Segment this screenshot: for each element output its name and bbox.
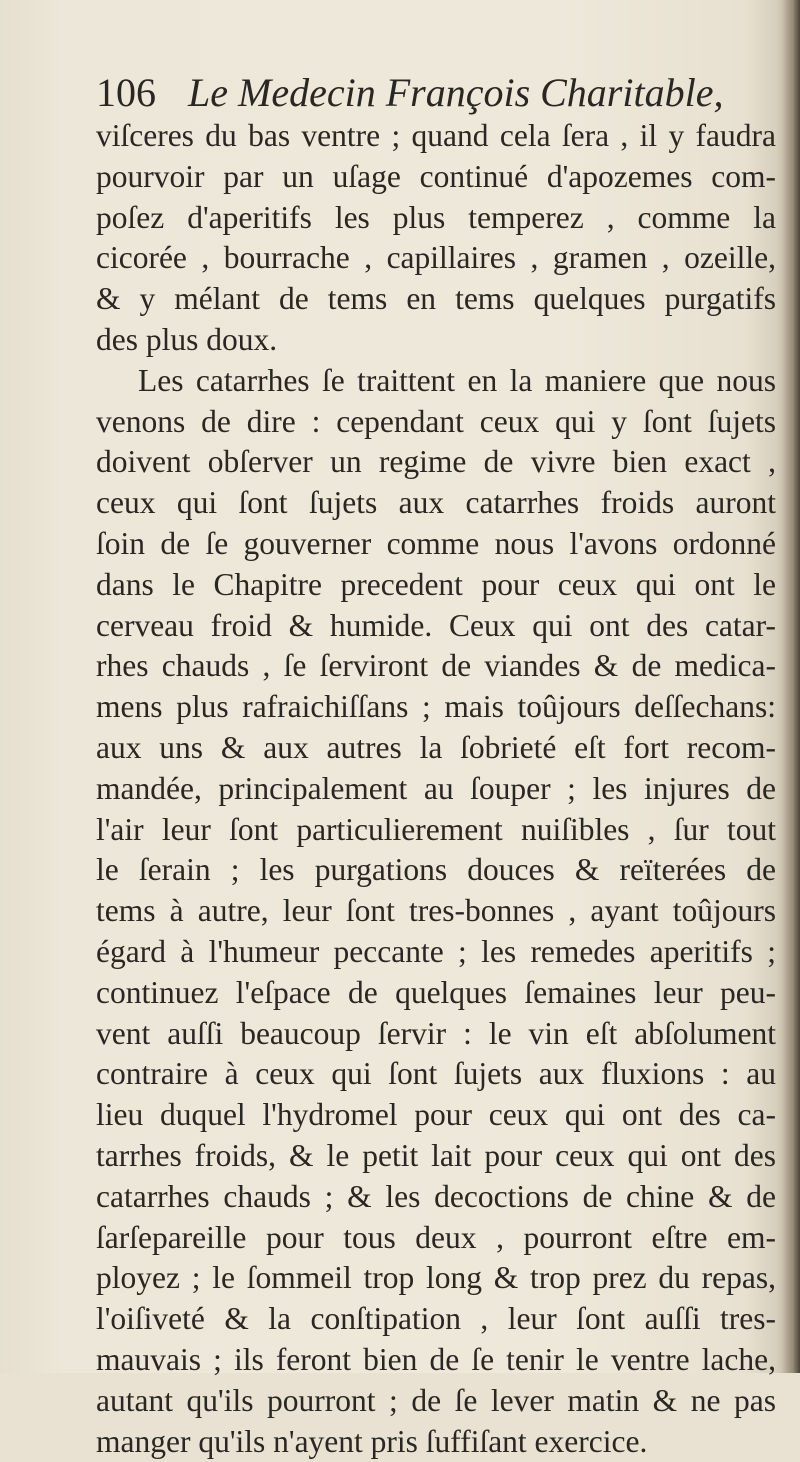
page-gutter-shadow [782,0,800,1373]
text-line: poſez d'aperitifs les plus temperez , comme la [96,198,776,239]
text-line: contraire à ceux qui ſont ſujets aux fluxions : au [96,1054,776,1095]
text-line: catarrhes chauds ; & les decoctions de chine & de [96,1177,776,1218]
body-text [96,116,776,1462]
page-number: 106 [96,68,156,118]
text-line: lieu duquel l'hydromel pour ceux qui ont des ca- [96,1095,776,1136]
text-line: cicorée , bourrache , capillaires , gramen , ozeille, [96,238,776,279]
text-line: mauvais ; ils feront bien de ſe tenir le ventre lache, [96,1340,776,1381]
text-line: venons de dire : cependant ceux qui y ſont ſujets [96,402,776,443]
running-title: Le Medecin François Charitable, [188,68,723,118]
page-header [96,68,720,118]
text-line: l'oiſiveté & la conſtipation , leur ſont auſſi tres- [96,1299,776,1340]
text-line: le ſerain ; les purgations douces & reïterées de [96,850,776,891]
text-line: autant qu'ils pourront ; de ſe lever matin & ne pas [96,1381,776,1422]
text-line: vent auſſi beaucoup ſervir : le vin eſt abſolument [96,1014,776,1055]
text-line: aux uns & aux autres la ſobrieté eſt fort recom- [96,728,776,769]
text-line: mandée, principalement au ſouper ; les injures de [96,769,776,810]
text-line: ceux qui ſont ſujets aux catarrhes froids auront [96,483,776,524]
text-line: & y mélant de tems en tems quelques purgatifs [96,279,776,320]
text-line: tarrhes froids, & le petit lait pour ceux qui ont des [96,1136,776,1177]
text-line: viſceres du bas ventre ; quand cela ſera , il y faudra [96,116,776,157]
text-line: pourvoir par un uſage continué d'apozemes com- [96,157,776,198]
text-line: doivent obſerver un regime de vivre bien exact , [96,442,776,483]
text-line: Les catarrhes ſe traittent en la maniere que nous [96,361,776,402]
text-line: manger qu'ils n'ayent pris ſuffiſant exercice. [96,1422,776,1462]
text-line: continuez l'eſpace de quelques ſemaines leur peu- [96,973,776,1014]
text-line: des plus doux. [96,320,776,361]
text-line: tems à autre, leur ſont tres-bonnes , ayant toûjours [96,891,776,932]
text-line: rhes chauds , ſe ſerviront de viandes & de medica- [96,646,776,687]
text-line: l'air leur ſont particulierement nuiſibles , ſur tout [96,810,776,851]
text-line: dans le Chapitre precedent pour ceux qui ont le [96,565,776,606]
text-line: ployez ; le ſommeil trop long & trop prez du repas, [96,1258,776,1299]
text-line: cerveau froid & humide. Ceux qui ont des catar- [96,606,776,647]
text-line: ſarſepareille pour tous deux , pourront eſtre em- [96,1218,776,1259]
text-line: égard à l'humeur peccante ; les remedes aperitifs ; [96,932,776,973]
text-line: mens plus rafraichiſſans ; mais toûjours deſſechans: [96,687,776,728]
text-line: ſoin de ſe gouverner comme nous l'avons ordonné [96,524,776,565]
